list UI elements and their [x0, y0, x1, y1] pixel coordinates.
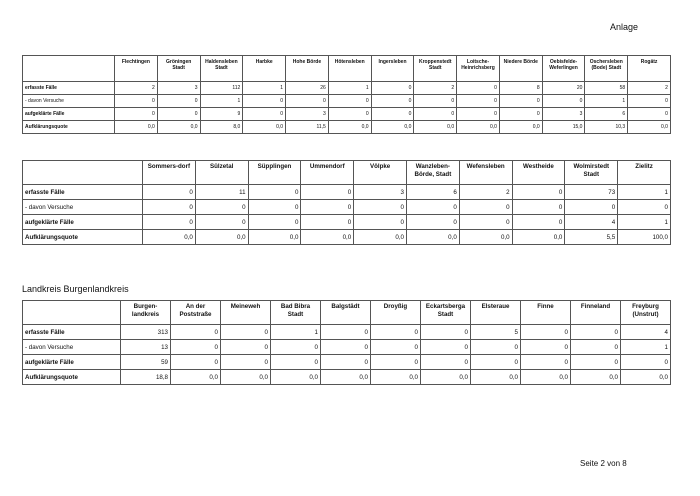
table-cell: 0 — [171, 340, 221, 355]
column-header: Ummendorf — [301, 161, 354, 185]
table-cell: 3 — [286, 108, 329, 121]
table-cell: 9 — [200, 108, 243, 121]
table-cell: 0 — [321, 340, 371, 355]
table-cell: 0,0 — [221, 370, 271, 385]
table-cell: 1 — [621, 340, 671, 355]
row-label: erfasste Fälle — [23, 82, 115, 95]
column-header: Wefensleben — [459, 161, 512, 185]
table-cell: 0 — [471, 340, 521, 355]
table-cell: 0,0 — [521, 370, 571, 385]
column-header: Oschersleben (Bode) Stadt — [585, 56, 628, 82]
row-label: Aufklärungsquote — [23, 121, 115, 134]
column-header: Finne — [521, 301, 571, 325]
row-label: erfasste Fälle — [23, 325, 121, 340]
table-cell: 0,0 — [157, 121, 200, 134]
table-row — [23, 82, 671, 95]
table-cell: 0 — [414, 95, 457, 108]
table-cell: 0,0 — [328, 121, 371, 134]
table-cell: 0,0 — [457, 121, 500, 134]
table-cell: 0 — [221, 325, 271, 340]
table-cell: 6 — [406, 185, 459, 200]
table-cell: 0 — [195, 200, 248, 215]
column-header: Bad Bibra Stadt — [271, 301, 321, 325]
table-cell: 0 — [628, 108, 671, 121]
table-cell: 8 — [499, 82, 542, 95]
corner-cell — [23, 301, 121, 325]
table-cell: 0 — [354, 215, 407, 230]
column-header: Niedere Börde — [499, 56, 542, 82]
table-cell: 1 — [243, 82, 286, 95]
row-label: - davon Versuche — [23, 200, 143, 215]
table-cell: 0 — [221, 340, 271, 355]
table-cell: 0,0 — [371, 121, 414, 134]
table-cell: 0 — [565, 200, 618, 215]
table-cell: 0 — [571, 325, 621, 340]
column-header: Finneland — [571, 301, 621, 325]
table-cell: 0 — [371, 340, 421, 355]
table-cell: 0 — [512, 200, 565, 215]
table-cell: 0 — [459, 215, 512, 230]
table-cell: 0 — [471, 355, 521, 370]
table-cell: 0 — [301, 200, 354, 215]
table-cell: 0,0 — [248, 230, 301, 245]
column-header: Süpplingen — [248, 161, 301, 185]
table-cell: 0,0 — [115, 121, 158, 134]
section-title: Landkreis Burgenlandkreis — [22, 284, 129, 294]
row-label: Aufklärungsquote — [23, 230, 143, 245]
table-cell: 3 — [542, 108, 585, 121]
table-cell: 0 — [512, 215, 565, 230]
table-row — [23, 355, 671, 370]
table-cell: 0,0 — [301, 230, 354, 245]
table-cell: 0 — [499, 108, 542, 121]
table-cell: 4 — [621, 325, 671, 340]
table-cell: 0,0 — [143, 230, 196, 245]
table-cell: 0,0 — [421, 370, 471, 385]
column-header: Sülzetal — [195, 161, 248, 185]
table-cell: 0 — [143, 185, 196, 200]
table-cell: 0 — [371, 325, 421, 340]
table-cell: 0 — [328, 108, 371, 121]
table-cell: 15,0 — [542, 121, 585, 134]
table-row — [23, 230, 671, 245]
table-row — [23, 185, 671, 200]
table-cell: 5 — [471, 325, 521, 340]
column-header: Balgstädt — [321, 301, 371, 325]
table-cell: 0 — [301, 215, 354, 230]
column-header: Rogätz — [628, 56, 671, 82]
table-cell: 100,0 — [618, 230, 671, 245]
table-row — [23, 108, 671, 121]
row-label: aufgeklärte Fälle — [23, 108, 115, 121]
column-header: Oebisfelde-Weferlingen — [542, 56, 585, 82]
table-cell: 0 — [371, 108, 414, 121]
table-cell: 0,0 — [243, 121, 286, 134]
table-cell: 0,0 — [459, 230, 512, 245]
table-cell: 0,0 — [354, 230, 407, 245]
header-row — [23, 161, 671, 185]
table-cell: 0 — [512, 185, 565, 200]
page-number: Seite 2 von 8 — [580, 459, 627, 468]
table-cell: 0,0 — [321, 370, 371, 385]
row-label: Aufklärungsquote — [23, 370, 121, 385]
table-cell: 0 — [371, 82, 414, 95]
header-row — [23, 56, 671, 82]
column-header: Elsteraue — [471, 301, 521, 325]
table-cell: 0 — [354, 200, 407, 215]
column-header: Hohe Börde — [286, 56, 329, 82]
table-cell: 0 — [143, 200, 196, 215]
table-cell: 0 — [248, 215, 301, 230]
column-header: Flechtingen — [115, 56, 158, 82]
table-cell: 4 — [565, 215, 618, 230]
table-cell: 0,0 — [471, 370, 521, 385]
table-cell: 11,5 — [286, 121, 329, 134]
table-cell: 0,0 — [571, 370, 621, 385]
table-cell: 0 — [328, 95, 371, 108]
corner-cell — [23, 56, 115, 82]
statistics-table-2 — [22, 160, 671, 245]
column-header: Ingersleben — [371, 56, 414, 82]
column-header: Harbke — [243, 56, 286, 82]
anlage-label: Anlage — [610, 22, 639, 32]
table-cell: 0 — [286, 95, 329, 108]
table-cell: 1 — [271, 325, 321, 340]
column-header: Droyßig — [371, 301, 421, 325]
column-header: Meineweh — [221, 301, 271, 325]
table-cell: 0 — [621, 355, 671, 370]
column-header: Sommers-dorf — [143, 161, 196, 185]
table-cell: 1 — [328, 82, 371, 95]
column-header: Kroppenstedt Stadt — [414, 56, 457, 82]
table-row — [23, 215, 671, 230]
table-cell: 2 — [628, 82, 671, 95]
table-cell: 0 — [221, 355, 271, 370]
column-header: Burgen-landkreis — [121, 301, 171, 325]
table-cell: 0 — [157, 95, 200, 108]
table-cell: 0 — [321, 355, 371, 370]
table-cell: 0 — [542, 95, 585, 108]
column-header: Eckartsberga Stadt — [421, 301, 471, 325]
corner-cell — [23, 161, 143, 185]
table-cell: 0 — [195, 215, 248, 230]
table-cell: 59 — [121, 355, 171, 370]
table-cell: 0 — [457, 108, 500, 121]
table-cell: 2 — [115, 82, 158, 95]
table-row — [23, 121, 671, 134]
table-cell: 0,0 — [171, 370, 221, 385]
table-cell: 6 — [585, 108, 628, 121]
table-cell: 0,0 — [371, 370, 421, 385]
table-cell: 1 — [618, 215, 671, 230]
row-label: aufgeklärte Fälle — [23, 355, 121, 370]
table-cell: 0 — [571, 355, 621, 370]
row-label: - davon Versuche — [23, 340, 121, 355]
table-cell: 0,0 — [414, 121, 457, 134]
column-header: Wanzleben-Börde, Stadt — [406, 161, 459, 185]
column-header: Freyburg (Unstrut) — [621, 301, 671, 325]
table-cell: 0,0 — [499, 121, 542, 134]
table-cell: 0 — [571, 340, 621, 355]
table-cell: 0 — [371, 355, 421, 370]
column-header: Westheide — [512, 161, 565, 185]
table-cell: 13 — [121, 340, 171, 355]
column-header: Haldensleben Stadt — [200, 56, 243, 82]
table-cell: 0 — [521, 340, 571, 355]
table-cell: 0,0 — [628, 121, 671, 134]
table-cell: 5,5 — [565, 230, 618, 245]
table-cell: 0 — [618, 200, 671, 215]
table-cell: 0,0 — [512, 230, 565, 245]
table-cell: 58 — [585, 82, 628, 95]
table-cell: 0,0 — [406, 230, 459, 245]
table-cell: 0 — [414, 108, 457, 121]
table-cell: 0 — [421, 325, 471, 340]
table-cell: 0 — [406, 215, 459, 230]
table-cell: 0 — [459, 200, 512, 215]
row-label: erfasste Fälle — [23, 185, 143, 200]
table-row — [23, 340, 671, 355]
statistics-table-3 — [22, 300, 671, 385]
column-header: Hötensleben — [328, 56, 371, 82]
table-cell: 3 — [354, 185, 407, 200]
table-cell: 0 — [248, 185, 301, 200]
table-row — [23, 95, 671, 108]
table-cell: 0 — [157, 108, 200, 121]
table-cell: 11 — [195, 185, 248, 200]
table-cell: 0 — [521, 355, 571, 370]
table-cell: 0 — [115, 95, 158, 108]
table-cell: 0 — [457, 82, 500, 95]
table-cell: 8,0 — [200, 121, 243, 134]
column-header: Wolmirstedt Stadt — [565, 161, 618, 185]
table-cell: 0 — [457, 95, 500, 108]
table-cell: 0 — [521, 325, 571, 340]
table-cell: 112 — [200, 82, 243, 95]
table-cell: 0 — [248, 200, 301, 215]
table-cell: 0 — [628, 95, 671, 108]
table-cell: 0 — [143, 215, 196, 230]
header-row — [23, 301, 671, 325]
table-cell: 20 — [542, 82, 585, 95]
table-cell: 18,8 — [121, 370, 171, 385]
table-cell: 26 — [286, 82, 329, 95]
table-row — [23, 200, 671, 215]
table-cell: 0,0 — [195, 230, 248, 245]
table-row — [23, 325, 671, 340]
table-cell: 0 — [243, 108, 286, 121]
column-header: An der Poststraße — [171, 301, 221, 325]
table-cell: 1 — [200, 95, 243, 108]
table-cell: 73 — [565, 185, 618, 200]
table-cell: 0 — [499, 95, 542, 108]
table-cell: 10,3 — [585, 121, 628, 134]
table-cell: 0 — [301, 185, 354, 200]
column-header: Zielitz — [618, 161, 671, 185]
column-header: Gröningen Stadt — [157, 56, 200, 82]
column-header: Völpke — [354, 161, 407, 185]
table-cell: 0 — [421, 340, 471, 355]
table-cell: 313 — [121, 325, 171, 340]
table-cell: 0 — [171, 325, 221, 340]
table-cell: 0 — [406, 200, 459, 215]
table-row — [23, 370, 671, 385]
statistics-table-1 — [22, 55, 671, 134]
table-cell: 1 — [618, 185, 671, 200]
row-label: aufgeklärte Fälle — [23, 215, 143, 230]
table-cell: 2 — [414, 82, 457, 95]
table-cell: 0 — [271, 340, 321, 355]
table-cell: 0 — [321, 325, 371, 340]
row-label: - davon Versuche — [23, 95, 115, 108]
table-cell: 0 — [243, 95, 286, 108]
table-cell: 0 — [115, 108, 158, 121]
table-cell: 0 — [421, 355, 471, 370]
table-cell: 0 — [271, 355, 321, 370]
table-cell: 2 — [459, 185, 512, 200]
table-cell: 0 — [371, 95, 414, 108]
table-cell: 3 — [157, 82, 200, 95]
table-cell: 1 — [585, 95, 628, 108]
column-header: Loitsche-Heinrichsberg — [457, 56, 500, 82]
table-cell: 0,0 — [621, 370, 671, 385]
table-cell: 0 — [171, 355, 221, 370]
table-cell: 0,0 — [271, 370, 321, 385]
